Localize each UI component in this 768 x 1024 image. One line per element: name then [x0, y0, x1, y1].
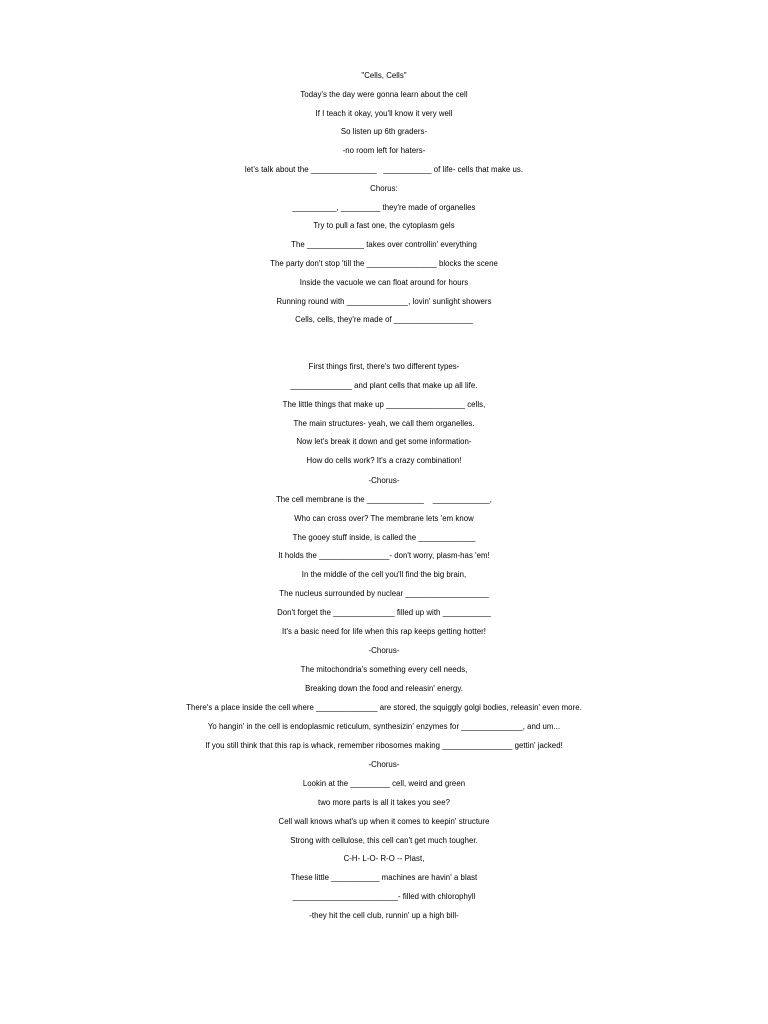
lyric-line: How do cells work? It's a crazy combination! — [306, 456, 462, 466]
lyric-line: Today's the day were gonna learn about the cell — [300, 89, 468, 99]
lyric-line: The mitochondria's something every cell needs, — [300, 665, 468, 675]
verse-2 — [0, 358, 768, 471]
lyric-line: Strong with cellulose, this cell can't get much tougher. — [290, 835, 478, 845]
verse-5 — [0, 775, 768, 925]
lyric-line: let’s talk about the _______________ ___________ of life- cells that make us. — [244, 164, 524, 174]
lyric-line: The little things that make up __________________ cells, — [282, 399, 486, 409]
lyric-line: Who can cross over? The membrane lets 'em know — [294, 513, 474, 523]
chorus — [0, 180, 768, 330]
lyric-line: There's a place inside the cell where ______________ are stored, the squiggly golgi bodies, releasin' even more. — [186, 702, 582, 712]
lyric-line: Yo hangin' in the cell is endoplasmic reticulum, synthesizin' enzymes for ______________, and um... — [207, 721, 561, 731]
lyric-line: If you still think that this rap is whack, remember ribosomes making ________________ gettin' jacked! — [205, 740, 563, 750]
lyric-line: It holds the ________________- don't worry, plasm-has 'em! — [278, 551, 490, 561]
chorus-marker: -Chorus- — [368, 760, 400, 770]
lyric-line: The nucleus surrounded by nuclear ___________________ — [279, 588, 489, 598]
verse-1 — [0, 86, 768, 180]
lyric-line: Don't forget the ______________ filled up with ___________ — [277, 607, 491, 617]
chorus-marker: -Chorus- — [368, 646, 400, 656]
lyric-line: In the middle of the cell you'll find the big brain, — [301, 570, 467, 580]
lyric-line: The cell membrane is the _____________ _____________, — [275, 494, 493, 504]
song-title: "Cells, Cells" — [361, 71, 407, 80]
lyric-line: The _____________ takes over controllin' everything — [291, 240, 477, 250]
lyric-line: The main structures- yeah, we call them organelles. — [293, 418, 475, 428]
lyric-line: Inside the vacuole we can float around for hours — [299, 277, 469, 287]
lyric-line: Cell wall knows what's up when it comes to keepin' structure — [278, 816, 490, 826]
lyric-line: The party don't stop 'till the ________________ blocks the scene — [270, 258, 498, 268]
lyric-line: ________________________- filled with chlorophyll — [292, 892, 476, 902]
lyric-line: So listen up 6th graders- — [340, 127, 428, 137]
chorus-heading: Chorus: — [370, 183, 398, 193]
lyric-line: -no room left for haters- — [342, 146, 426, 156]
lyric-line: C-H- L-O- R-O -- Plast, — [343, 854, 425, 864]
lyric-line: __________, _________ they're made of organelles — [292, 202, 476, 212]
lyric-line: Now let's break it down and get some information- — [296, 437, 472, 447]
lyric-line: Breaking down the food and releasin' energy. — [305, 684, 463, 694]
lyric-line: two more parts is all it takes you see? — [318, 798, 450, 808]
lyric-line: Cells, cells, they're made of __________________ — [295, 315, 473, 325]
lyric-line: ______________ and plant cells that make up all life. — [290, 380, 478, 390]
chorus-marker: -Chorus- — [368, 475, 400, 485]
lyric-line: Running round with ______________, lovin' sunlight showers — [276, 296, 492, 306]
stanza-gap — [0, 330, 768, 358]
verse-3 — [0, 491, 768, 641]
lyric-line: If I teach it okay, you'll know it very well — [315, 108, 453, 118]
lyric-line: The gooey stuff inside, is called the _____________ — [292, 532, 476, 542]
verse-4 — [0, 661, 768, 755]
lyric-line: Lookin at the _________ cell, weird and green — [302, 779, 466, 789]
lyric-line: It's a basic need for life when this rap keeps getting hotter! — [282, 626, 486, 636]
lyric-line: -they hit the cell club, runnin' up a high bill- — [309, 910, 459, 920]
lyric-line: These little ___________ machines are havin' a blast — [290, 873, 478, 883]
lyric-line: Try to pull a fast one, the cytoplasm gels — [313, 221, 455, 231]
lyric-line: First things first, there's two different types- — [308, 362, 460, 372]
